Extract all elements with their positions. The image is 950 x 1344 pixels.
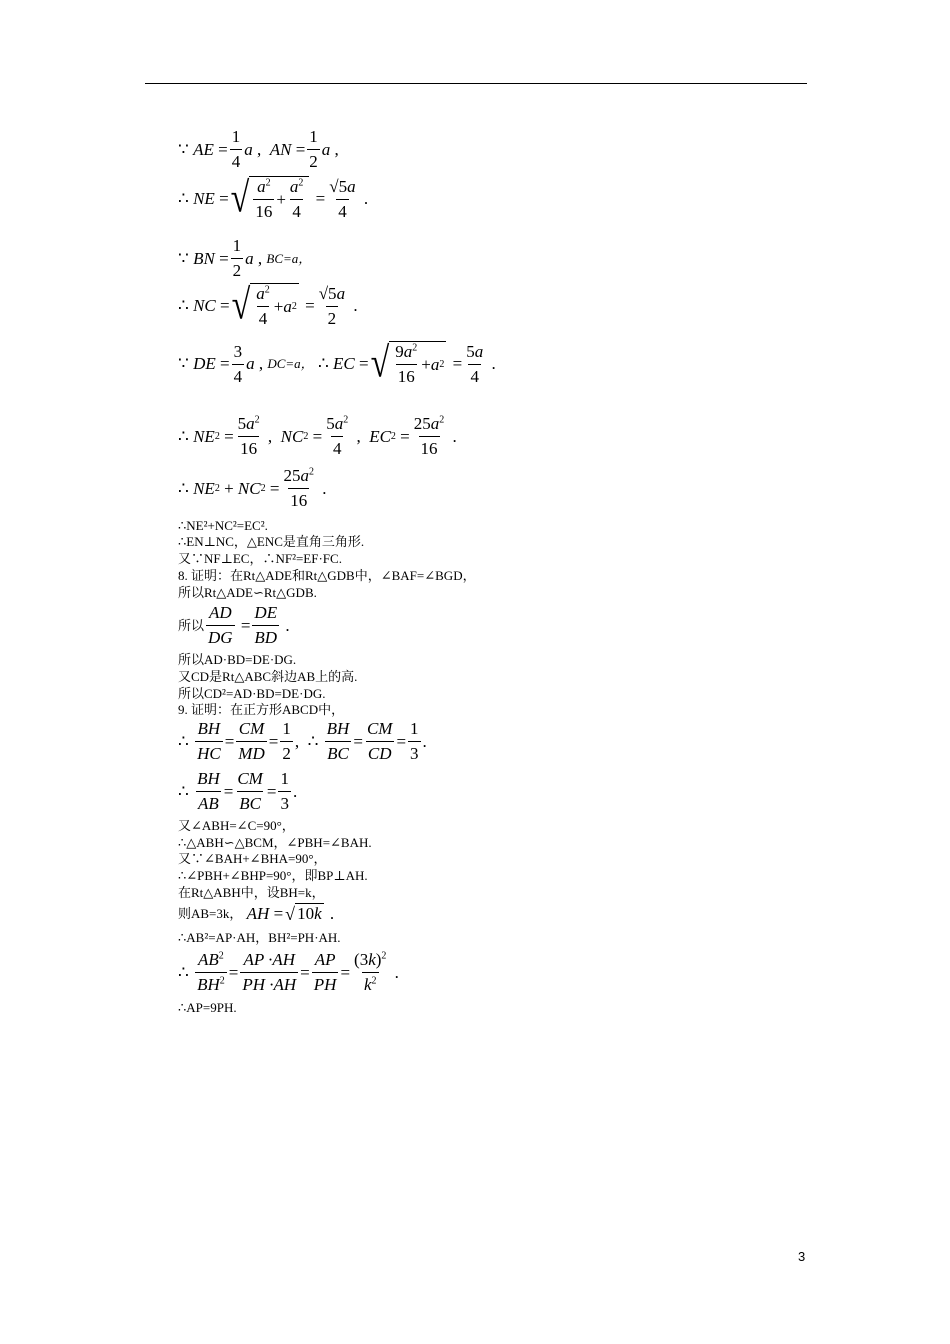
page-number: 3: [798, 1249, 806, 1264]
then-prefix: 则AB=3k，: [178, 905, 243, 921]
text-l10: 又∠ABH=∠C=90°，: [178, 818, 295, 833]
text-l1: ∴NE²+NC²=EC².: [178, 518, 268, 533]
text-l11: ∴△ABH∽△BCM，∠PBH=∠BAH.: [178, 835, 372, 850]
text-l14: 在Rt△ABH中，设BH=k，: [178, 885, 325, 900]
formula-ap: ∴ $\frac{AB^2}{BH^2}$ = $\frac{AP \cdot AH}{PH \cdot AH}$ = $\frac{AP}{PH}$ = $\frac{(3k)^2}{k^2}$ .: [178, 950, 399, 994]
text-l9: 9. 证明：在正方形ABCD中，: [178, 702, 345, 717]
text-l7: 又CD是Rt△ABC斜边AB上的高.: [178, 669, 358, 684]
formula-nc: ∴ NC = √ $\frac{a^2}{4}$ + a 2 = $\frac{√5a}{2}$ .: [178, 282, 358, 329]
formula-ne: ∴ NE = √ $\frac{a^2}{16}$ + $\frac{a^2}{4}$ = $\frac{√5a}{4}$ .: [178, 175, 369, 222]
formula-ratio-ab: ∴ $\frac{BH}{AB}$ = $\frac{CM}{BC}$ = $\frac{1}{3}$ .: [178, 769, 298, 813]
dc-eq: DC=a，: [267, 356, 314, 371]
text-l6: 所以AD·BD=DE·DG.: [178, 652, 297, 667]
text-l13: ∴∠PBH+∠BHP=90°，即BP⊥AH.: [178, 868, 368, 883]
text-l15: ∴AB²=AP·AH，BH²=PH·AH.: [178, 930, 341, 945]
formula-ah: 则AB=3k， AH = √ 10 k .: [178, 903, 335, 924]
text-l3: 又∵NF⊥EC，∴NF²=EF·FC.: [178, 551, 342, 566]
so-prefix: 所以: [178, 617, 205, 633]
formula-ae-an: ∵ AE = $\frac{1}{4}$ a , AN = $\frac{1}{2}$ a ,: [178, 127, 339, 171]
formula-de-ec: ∵ DE = $\frac{3}{4}$ a , DC=a， ∴ EC = √ $\frac{9a^2}{16}$ + a 2 = $\frac{5a}{4}$ .: [178, 340, 496, 387]
text-l2: ∴EN⊥NC，△ENC是直角三角形.: [178, 534, 365, 549]
text-l12: 又∵∠BAH+∠BHA=90°，: [178, 851, 327, 866]
formula-ratio-bh: ∴ $\frac{BH}{HC}$ = $\frac{CM}{MD}$ = $\frac{1}{2}$ , ∴ $\frac{BH}{BC}$ = $\frac{CM}{CD}$ = $\frac{1}{3}$ .: [178, 719, 427, 763]
formula-squares: ∴ NE 2 = $\frac{5a^2}{16}$ , NC 2 = $\frac{5a^2}{4}$ , EC 2 = $\frac{25a^2}{16}$ .: [178, 414, 457, 458]
text-l16: ∴AP=9PH.: [178, 1000, 237, 1015]
formula-sum: ∴ NE 2 + NC 2 = $\frac{25a^2}{16}$ .: [178, 466, 327, 510]
formula-bn: ∵ BN = $\frac{1}{2}$ a , BC=a，: [178, 236, 312, 280]
text-l8: 所以CD²=AD·BD=DE·DG.: [178, 686, 326, 701]
formula-ratio-ad: 所以 $\frac{AD}{DG}$ = $\frac{DE}{BD}$ .: [178, 603, 290, 647]
header-rule: [145, 83, 807, 84]
text-l5: 所以Rt△ADE∽Rt△GDB.: [178, 585, 317, 600]
text-l4: 8. 证明：在Rt△ADE和Rt△GDB中，∠BAF=∠BGD，: [178, 568, 476, 583]
bc-eq: BC=a，: [266, 250, 312, 266]
